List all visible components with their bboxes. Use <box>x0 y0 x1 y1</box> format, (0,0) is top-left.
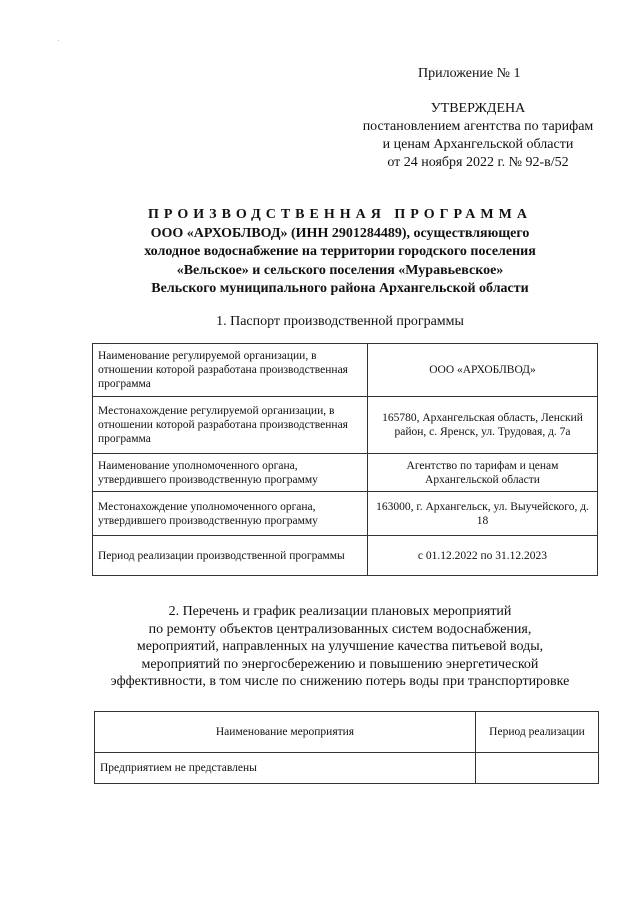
title-line: «Вельское» и сельского поселения «Муравьевское» <box>176 262 504 278</box>
heading-line: мероприятий по энергосбережению и повышению энергетической <box>141 656 539 672</box>
passport-value: ООО «АРХОБЛВОД» <box>368 344 598 397</box>
column-header-period: Период реализации <box>476 712 599 753</box>
approved-line: постановлением агентства по тарифам <box>362 119 594 134</box>
table-row <box>93 344 598 397</box>
passport-value: с 01.12.2022 по 31.12.2023 <box>368 536 598 576</box>
column-header-event: Наименование мероприятия <box>95 712 476 753</box>
table-row <box>95 753 599 784</box>
passport-label: Местонахождение регулируемой организации, в отношении которой разработана производственная программа <box>93 397 368 454</box>
title-line: ООО «АРХОБЛВОД» (ИНН 2901284489), осуществляющего <box>150 225 530 241</box>
passport-label: Период реализации производственной программы <box>93 536 368 576</box>
table-row <box>93 397 598 454</box>
table-row <box>93 492 598 536</box>
passport-value: 165780, Архангельская область, Ленский район, с. Яренск, ул. Трудовая, д. 7а <box>368 397 598 454</box>
title-main: ПРОИЗВОДСТВЕННАЯ ПРОГРАММА <box>148 207 532 222</box>
passport-label: Местонахождение уполномоченного органа, утвердившего производственную программу <box>93 492 368 536</box>
title-line: холодное водоснабжение на территории городского поселения <box>144 244 536 259</box>
table-row <box>93 536 598 576</box>
passport-label: Наименование регулируемой организации, в отношении которой разработана производственная программа <box>93 344 368 397</box>
events-table <box>94 711 599 784</box>
passport-value: 163000, г. Архангельск, ул. Выучейского, д. 18 <box>368 492 598 536</box>
heading-line: эффективности, в том числе по снижению потерь воды при транспортировке <box>110 674 570 689</box>
passport-value: Агентство по тарифам и ценам Архангельской области <box>368 454 598 492</box>
heading-line: по ремонту объектов централизованных систем водоснабжения, <box>148 621 532 637</box>
approval-block <box>348 100 608 172</box>
program-title <box>80 206 600 299</box>
passport-table <box>92 343 598 576</box>
approved-heading: УТВЕРЖДЕНА <box>430 101 526 116</box>
section1-heading: 1. Паспорт производственной программы <box>216 314 464 329</box>
table-header-row <box>95 712 599 753</box>
approved-line: от 24 ноября 2022 г. № 92-в/52 <box>387 155 569 170</box>
table-row <box>93 454 598 492</box>
scan-mark <box>58 40 59 41</box>
section2-heading <box>60 603 620 691</box>
title-line: Вельского муниципального района Архангельской области <box>151 281 529 296</box>
event-cell: Предприятием не представлены <box>95 753 476 784</box>
appendix-label: Приложение № 1 <box>418 66 521 81</box>
heading-line: 2. Перечень и график реализации плановых мероприятий <box>168 604 512 619</box>
passport-label: Наименование уполномоченного органа, утвердившего производственную программу <box>93 454 368 492</box>
heading-line: мероприятий, направленных на улучшение качества питьевой воды, <box>136 639 544 654</box>
period-cell <box>476 753 599 784</box>
approved-line: и ценам Архангельской области <box>382 137 574 152</box>
